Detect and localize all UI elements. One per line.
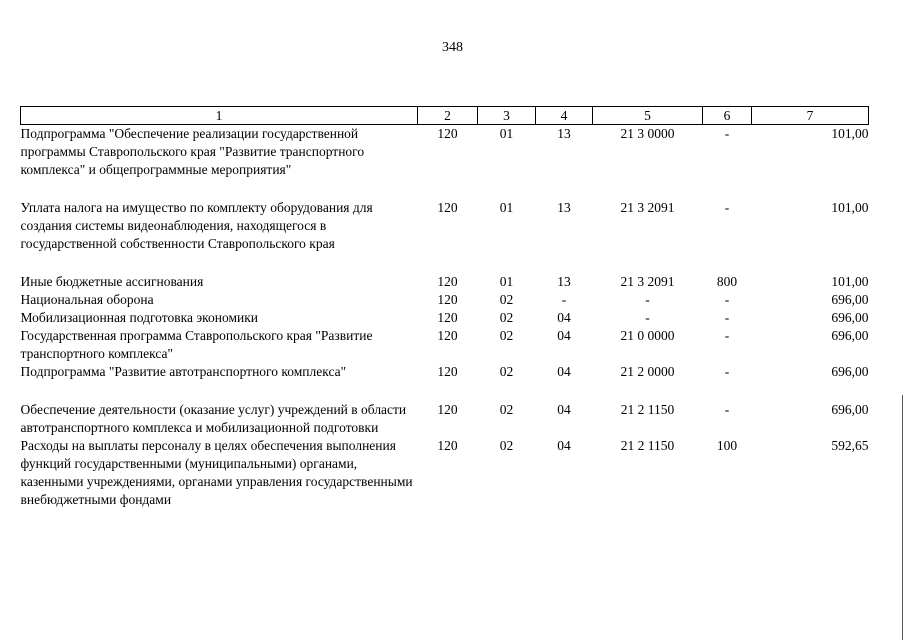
row-name: Государственная программа Ставропольского края "Развитие транспортного комплекса" [20,328,373,361]
table-row [21,125,869,200]
cell-ministry: 120 [437,292,458,307]
cell-section: 01 [499,274,514,289]
cell-target-article: 21 2 1150 [620,402,675,417]
cell-subsection: - [561,292,567,307]
row-name: Обеспечение деятельности (оказание услуг) учреждений в области автотранспортного комплекса и мобилизационной подготовки [20,402,407,435]
cell-section: 02 [499,402,514,417]
cell-ministry: 120 [437,310,458,325]
cell-expense-type: - [724,200,730,215]
cell-target-article: 21 3 2091 [620,274,675,289]
column-header: 3 [478,107,536,125]
cell-subsection: 04 [557,310,571,325]
table-row [21,309,869,327]
cell-target-article: 21 2 0000 [620,364,675,379]
cell-target-article: 21 0 0000 [620,328,675,343]
row-name: Мобилизационная подготовка экономики [20,310,259,325]
cell-section: 02 [499,310,514,325]
cell-target-article: - [645,292,650,307]
cell-section: 01 [499,200,514,215]
cell-ministry: 120 [437,364,458,379]
cell-amount: 101,00 [831,126,869,141]
row-name: Расходы на выплаты персоналу в целях обеспечения выполнения функций государственными (муниципальными) органами, казенными учреждениями, органами управления государственными внебюджетными фондами [20,438,413,507]
row-name: Иные бюджетные ассигнования [20,274,204,289]
table-row [21,437,869,509]
cell-expense-type: 800 [716,274,738,289]
cell-subsection: 04 [557,364,571,379]
cell-subsection: 13 [557,274,571,289]
cell-expense-type: - [724,364,730,379]
table-row [21,199,869,273]
cell-amount: 696,00 [831,364,869,379]
cell-section: 01 [499,126,514,141]
page-number: 348 [442,40,463,55]
table-row [21,291,869,309]
table-row [21,401,869,437]
table-row [21,273,869,291]
cell-subsection: 04 [557,328,571,343]
cell-target-article: - [645,310,650,325]
cell-amount: 592,65 [831,438,869,453]
cell-amount: 696,00 [831,310,869,325]
table-row [21,363,869,401]
budget-table [20,106,869,509]
cell-subsection: 04 [557,438,571,453]
column-header: 4 [536,107,593,125]
row-name: Подпрограмма "Развитие автотранспортного комплекса" [20,364,347,379]
row-name: Уплата налога на имущество по комплекту оборудования для создания системы видеонаблюдения, находящегося в государственной собственности Ставропольского края [20,200,373,251]
row-name: Подпрограмма "Обеспечение реализации государственной программы Ставропольского края "Развитие транспортного комплекса" и общепрограммные мероприятия" [20,126,365,177]
cell-amount: 696,00 [831,328,869,343]
cell-subsection: 13 [557,126,571,141]
cell-ministry: 120 [437,274,458,289]
column-header: 2 [418,107,478,125]
cell-target-article: 21 3 0000 [620,126,675,141]
cell-expense-type: - [724,292,730,307]
cell-subsection: 04 [557,402,571,417]
cell-section: 02 [499,364,514,379]
table-row [21,327,869,363]
cell-expense-type: - [724,328,730,343]
cell-ministry: 120 [437,438,458,453]
column-header: 6 [703,107,752,125]
cell-expense-type: 100 [716,438,738,453]
cell-ministry: 120 [437,402,458,417]
cell-amount: 696,00 [831,402,869,417]
cell-amount: 101,00 [831,274,869,289]
cell-ministry: 120 [437,126,458,141]
column-header: 1 [21,107,418,125]
column-header: 5 [593,107,703,125]
cell-expense-type: - [724,310,730,325]
cell-ministry: 120 [437,328,458,343]
cell-expense-type: - [724,126,730,141]
cell-amount: 696,00 [831,292,869,307]
cell-expense-type: - [724,402,730,417]
cell-target-article: 21 3 2091 [620,200,675,215]
cell-amount: 101,00 [831,200,869,215]
cell-section: 02 [499,438,514,453]
scan-edge-line [902,395,903,640]
cell-ministry: 120 [437,200,458,215]
cell-target-article: 21 2 1150 [620,438,675,453]
cell-section: 02 [499,292,514,307]
column-header: 7 [752,107,869,125]
row-name: Национальная оборона [20,292,154,307]
header-row [21,107,869,125]
cell-subsection: 13 [557,200,571,215]
cell-section: 02 [499,328,514,343]
